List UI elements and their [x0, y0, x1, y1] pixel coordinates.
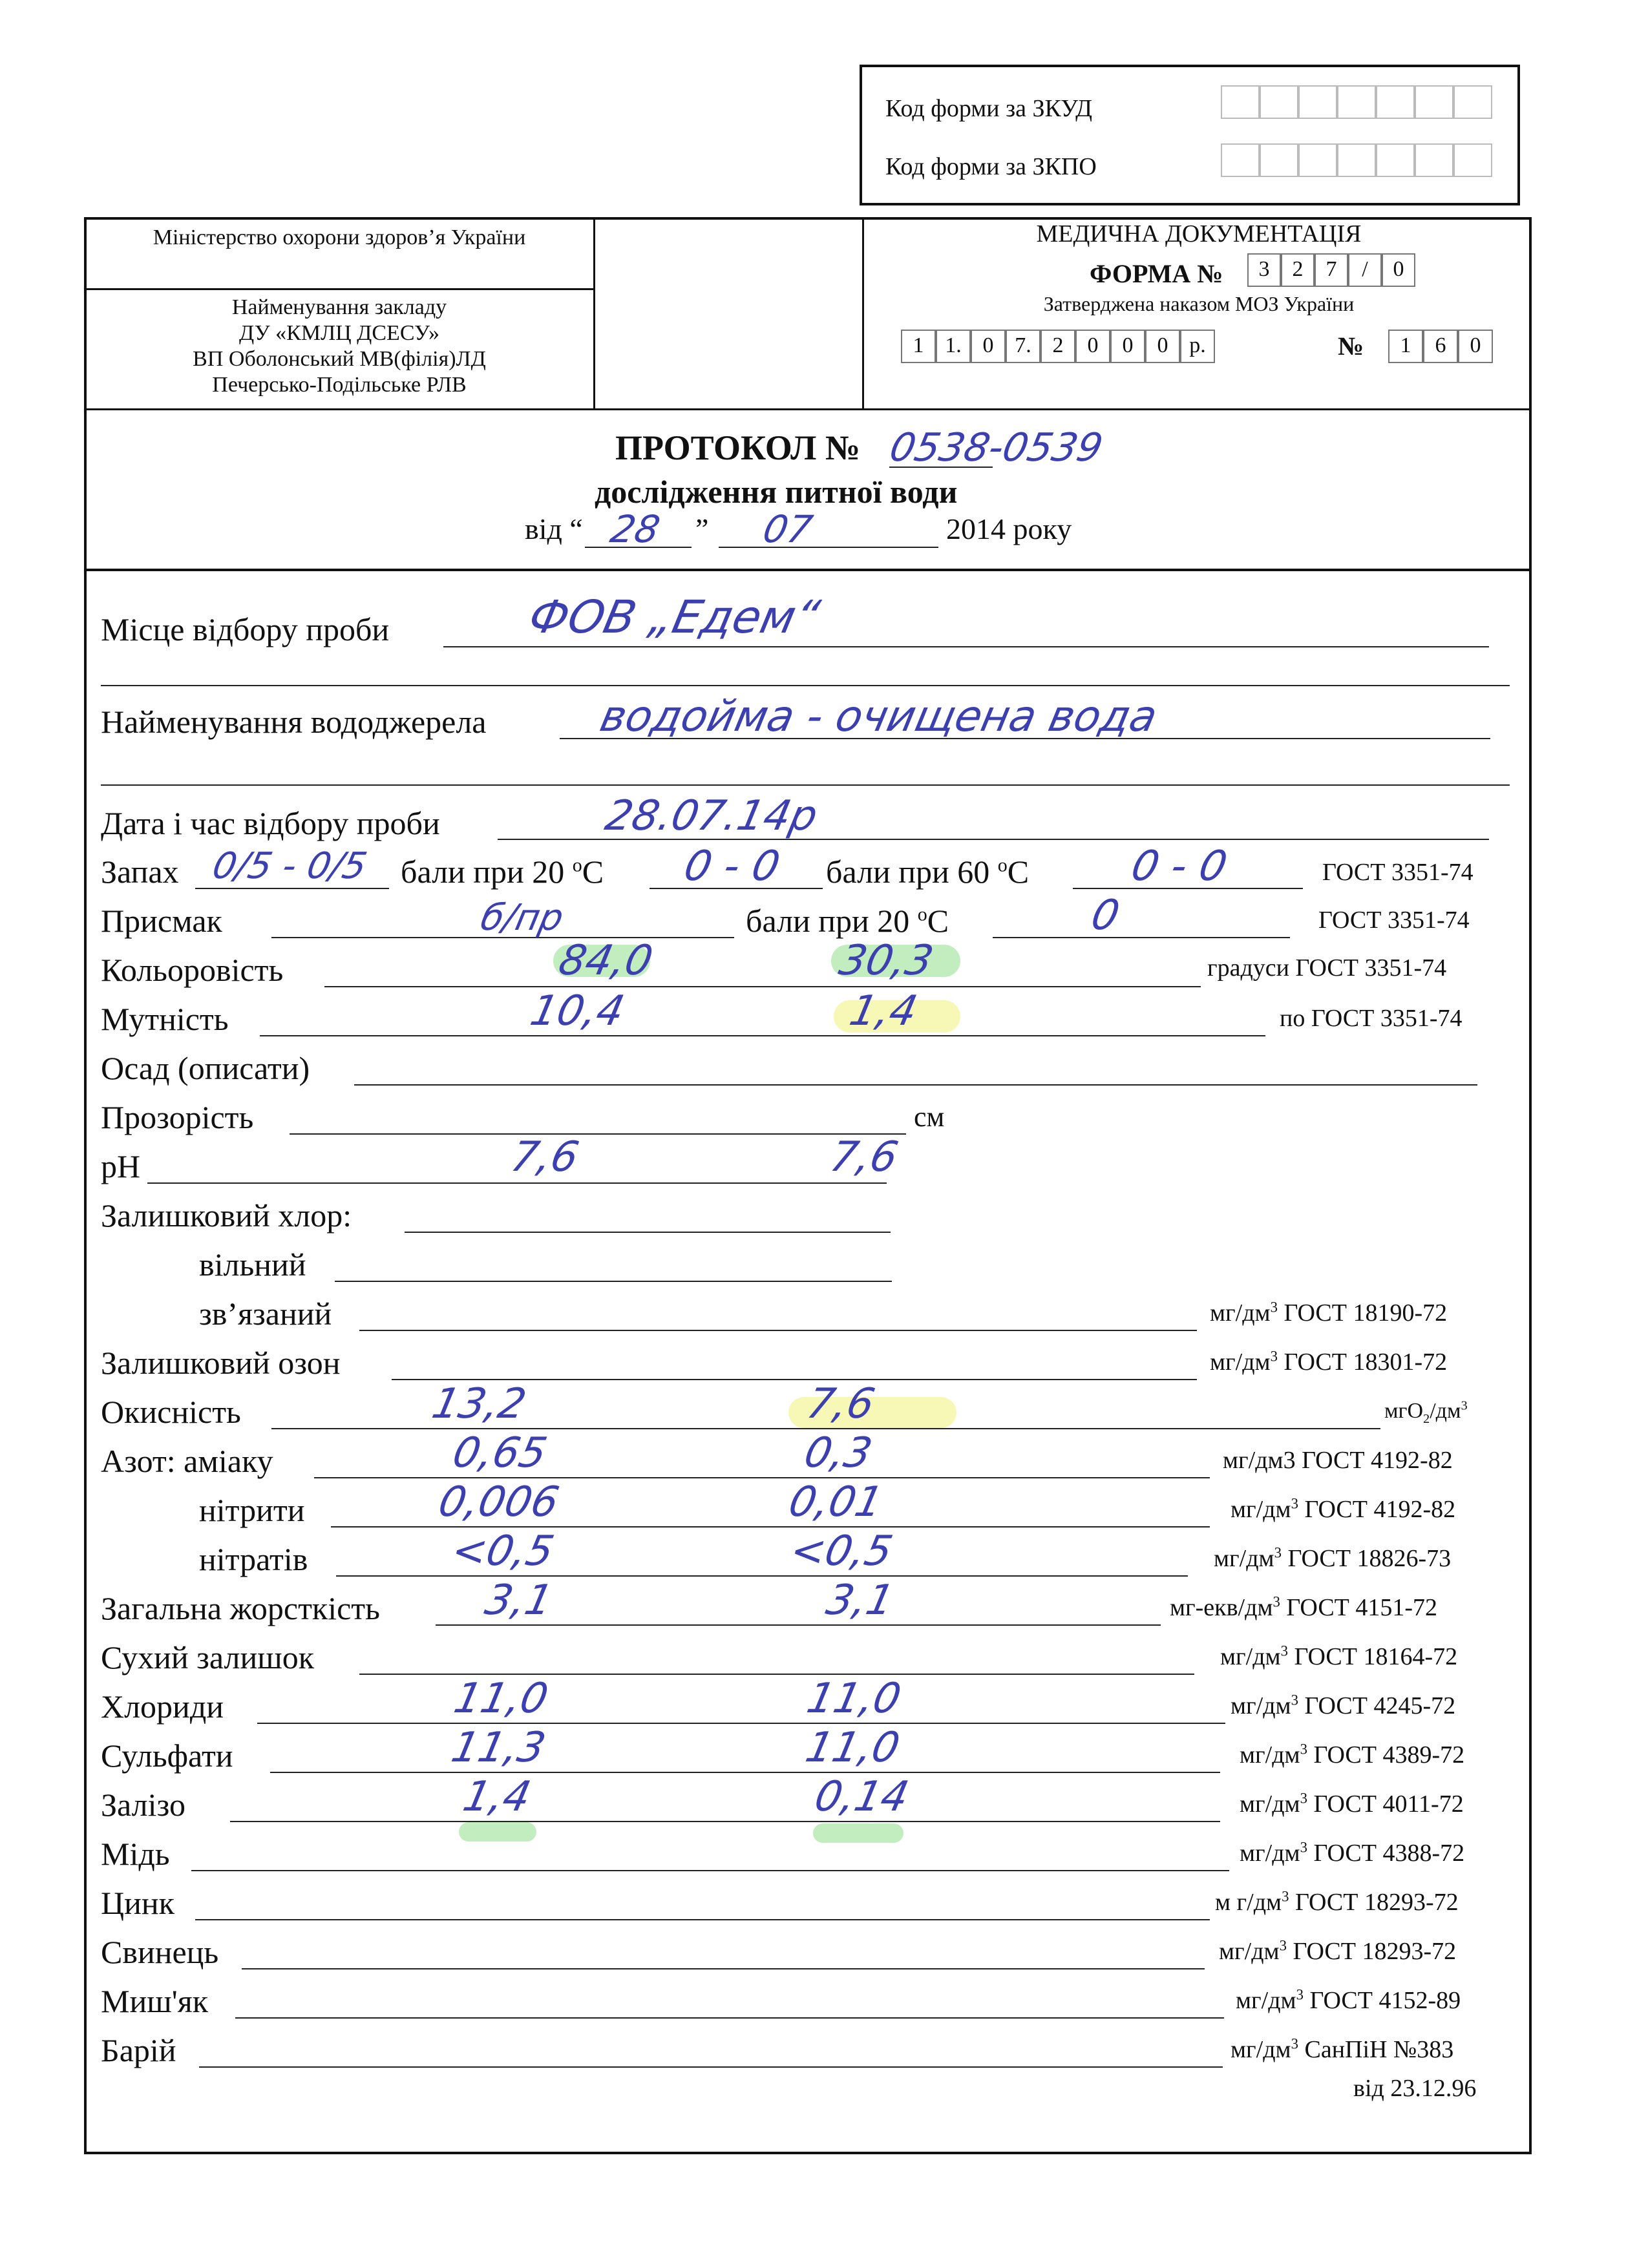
color-value-2: 30,3	[835, 937, 938, 985]
institution-line-1: ДУ «КМЛЦ ДСЕСУ»	[238, 321, 439, 345]
nitrites-gost: ГОСТ 4192-82	[1304, 1496, 1456, 1523]
ozone-unit: $мг/дм^3$ ГОСТ 18301-72	[1210, 1348, 1448, 1376]
nitrates-value-1: <0,5	[447, 1528, 558, 1575]
sulfates-label: Сульфати	[101, 1738, 233, 1774]
header-divider-left	[593, 217, 595, 408]
highlight-iron-1	[459, 1822, 536, 1842]
iron-label: Залізо	[101, 1787, 185, 1823]
source-line-2	[101, 784, 1510, 786]
institution-line-3: Печерсько-Подільське РЛВ	[212, 373, 467, 397]
taste-value: б/пр	[477, 897, 567, 939]
digit-cell: 1.	[936, 330, 971, 363]
taste-gost: ГОСТ 3351-74	[1318, 907, 1470, 934]
header-bottom-line	[84, 408, 1532, 410]
bound-gost: ГОСТ 18190-72	[1284, 1299, 1448, 1327]
zkud-label: Код форми за ЗКУД	[885, 95, 1093, 122]
highlight-iron-2	[813, 1823, 903, 1843]
protocol-subtitle: дослідження питної води	[595, 474, 958, 510]
oxidability-label: Окисність	[101, 1394, 241, 1430]
source-value: водойма - очищена вода	[595, 691, 1162, 741]
zinc-gost: ГОСТ 18293-72	[1294, 1889, 1459, 1916]
sulfates-gost: ГОСТ 4389-72	[1313, 1741, 1465, 1769]
protocol-year: 2014 року	[946, 512, 1072, 545]
copper-gost: ГОСТ 4388-72	[1313, 1840, 1465, 1867]
copper-unit: $мг/дм^3$ ГОСТ 4388-72	[1240, 1839, 1465, 1867]
arsenic-gost: ГОСТ 4152-89	[1309, 1987, 1461, 2014]
chlorides-value-2: 11,0	[803, 1675, 905, 1723]
zkpo-label: Код форми за ЗКПО	[885, 153, 1097, 180]
hardness-label: Загальна жорсткість	[101, 1590, 380, 1626]
datetime-label: Дата і час відбору проби	[101, 805, 440, 841]
zkud-cells	[1221, 85, 1492, 119]
smell-20-text: бали при 20	[401, 854, 565, 890]
digit-cell: 1	[901, 330, 936, 363]
ammonia-value-2: 0,3	[800, 1429, 876, 1477]
sediment-line[interactable]	[354, 1084, 1477, 1086]
bound-chlorine-label: зв’язаний	[199, 1296, 332, 1332]
smell-20-value: 0 - 0	[680, 843, 785, 890]
zinc-label: Цинк	[101, 1885, 174, 1921]
bound-chlorine-unit: $мг/дм^3$ ГОСТ 18190-72	[1210, 1299, 1448, 1327]
oxidability-unit: $мгО_2/дм^3$	[1384, 1398, 1468, 1426]
nitrates-value-2: <0,5	[786, 1528, 897, 1575]
ammonia-unit: мг/дм3 ГОСТ 4192-82	[1223, 1447, 1453, 1474]
oxidability-value-1: 13,2	[428, 1380, 531, 1428]
nitrates-line[interactable]	[336, 1575, 1188, 1577]
taste-20-value: 0	[1087, 892, 1124, 940]
approved-label: Затверджена наказом МОЗ України	[1043, 292, 1355, 315]
order-number-label: №	[1338, 331, 1364, 361]
nitrates-label: нітратів	[199, 1541, 308, 1577]
color-unit: градуси ГОСТ 3351-74	[1207, 954, 1447, 982]
hardness-line[interactable]	[436, 1624, 1161, 1626]
digit-cell: /	[1348, 253, 1382, 287]
transparency-label: Прозорість	[101, 1099, 254, 1135]
color-label: Кольоровість	[101, 952, 284, 988]
iron-line[interactable]	[230, 1821, 1220, 1822]
digit-cell: 0	[1075, 330, 1110, 363]
iron-gost: ГОСТ 4011-72	[1313, 1790, 1464, 1818]
ammonia-value-1: 0,65	[449, 1429, 551, 1477]
dry-residue-unit: $мг/дм^3$ ГОСТ 18164-72	[1220, 1643, 1458, 1670]
sulfates-line[interactable]	[270, 1772, 1220, 1773]
place-value: ФОВ „Едем“	[524, 591, 825, 644]
title-bottom-line	[84, 569, 1532, 571]
digit-cell: 0	[1110, 330, 1145, 363]
color-value-1: 84,0	[555, 937, 657, 985]
digit-cell: 6	[1423, 330, 1458, 363]
header-divider-right	[862, 217, 864, 408]
copper-line[interactable]	[191, 1870, 1229, 1871]
nitrites-value-1: 0,006	[434, 1478, 564, 1526]
forma-label: ФОРМА №	[1090, 259, 1223, 288]
place-label: Місце відбору проби	[101, 611, 390, 647]
day-quote-close: ”	[695, 512, 709, 545]
smell-60-text: бали при 60	[826, 854, 990, 890]
turbidity-value-1: 10,4	[526, 987, 629, 1035]
chlorides-label: Хлориди	[101, 1688, 224, 1725]
sulfates-value-2: 11,0	[801, 1724, 904, 1772]
protocol-day: 28	[606, 507, 664, 551]
transparency-unit: см	[914, 1101, 945, 1133]
nitrites-label: нітрити	[199, 1492, 305, 1528]
barium-gost: СанПіН №383	[1304, 2036, 1454, 2063]
protocol-label: ПРОТОКОЛ №	[615, 428, 861, 467]
nitrites-value-2: 0,01	[785, 1478, 887, 1526]
arsenic-label: Миш'як	[101, 1983, 209, 2019]
arsenic-line[interactable]	[235, 2017, 1224, 2019]
approval-date-cells	[901, 330, 1215, 363]
chlorides-gost: ГОСТ 4245-72	[1304, 1692, 1456, 1719]
sulfates-value-1: 11,3	[447, 1724, 550, 1772]
oxidability-value-2: 7,6	[803, 1380, 879, 1428]
free-chlorine-label: вільний	[199, 1246, 306, 1283]
digit-cell: 2	[1281, 253, 1315, 287]
digit-cell: 0	[971, 330, 1006, 363]
zinc-unit: м $г/дм^3$ ГОСТ 18293-72	[1215, 1888, 1459, 1916]
iron-value-1: 1,4	[459, 1773, 535, 1821]
zkpo-cells	[1221, 143, 1492, 177]
place-line[interactable]	[443, 646, 1489, 647]
ministry-bottom-line	[84, 288, 593, 290]
chlorine-line[interactable]	[405, 1232, 891, 1233]
hardness-value-1: 3,1	[481, 1577, 557, 1624]
med-doc-label: МЕДИЧНА ДОКУМЕНТАЦІЯ	[1036, 220, 1362, 247]
barium-label: Барій	[101, 2032, 176, 2068]
smell-label: Запах	[101, 854, 179, 890]
institution-line-2: ВП Оболонський МВ(філія)ЛД	[193, 347, 486, 371]
taste-label: Присмак	[101, 903, 222, 939]
order-number-cells	[1388, 330, 1493, 363]
ph-value-2: 7,6	[826, 1133, 902, 1181]
smell-60-label: бали при 60 $^o$C	[826, 854, 1030, 890]
turbidity-label: Мутність	[101, 1001, 229, 1037]
ozone-gost: ГОСТ 18301-72	[1284, 1349, 1448, 1376]
digit-cell: 7	[1315, 253, 1348, 287]
ph-line[interactable]	[147, 1182, 887, 1184]
turbidity-value-2: 1,4	[845, 987, 922, 1035]
turbidity-unit: по ГОСТ 3351-74	[1280, 1005, 1463, 1032]
source-label: Найменування вододжерела	[101, 704, 487, 740]
date-prefix: від “	[525, 512, 583, 545]
smell-value: 0/5 - 0/5	[209, 845, 371, 887]
ph-label: pH	[101, 1148, 141, 1184]
nitrates-gost: ГОСТ 18826-73	[1287, 1545, 1452, 1572]
dry-residue-label: Сухий залишок	[101, 1639, 315, 1675]
month-line	[719, 547, 938, 548]
iron-unit: $мг/дм^3$ ГОСТ 4011-72	[1240, 1790, 1464, 1818]
chlorine-label: Залишковий хлор:	[101, 1197, 352, 1234]
dry-residue-gost: ГОСТ 18164-72	[1294, 1643, 1458, 1670]
iron-value-2: 0,14	[810, 1773, 913, 1821]
bound-chlorine-line[interactable]	[359, 1330, 1197, 1331]
color-line[interactable]	[324, 986, 1201, 987]
lead-unit: $мг/дм^3$ ГОСТ 18293-72	[1219, 1937, 1457, 1965]
digit-cell: р.	[1180, 330, 1215, 363]
digit-cell: 7.	[1006, 330, 1041, 363]
transparency-line[interactable]	[290, 1133, 906, 1135]
taste-20-text: бали при 20	[746, 903, 910, 939]
ph-value-1: 7,6	[507, 1133, 583, 1181]
barium-line[interactable]	[199, 2066, 1223, 2068]
protocol-number: 0538-0539	[885, 425, 1107, 470]
zinc-line[interactable]	[195, 1919, 1210, 1920]
sulfates-unit: $мг/дм^3$ ГОСТ 4389-72	[1240, 1741, 1465, 1769]
copper-label: Мідь	[101, 1836, 170, 1872]
hardness-value-2: 3,1	[822, 1577, 898, 1624]
turbidity-line[interactable]	[260, 1035, 1265, 1036]
hardness-unit: $мг-екв/дм^3$ ГОСТ 4151-72	[1170, 1593, 1438, 1621]
lead-label: Свинець	[101, 1934, 219, 1970]
place-line-2	[101, 685, 1510, 686]
ministry-name: Міністерство охорони здоров’я України	[153, 226, 526, 249]
chlorides-line[interactable]	[257, 1723, 1225, 1724]
digit-cell: 3	[1247, 253, 1281, 287]
chlorides-unit: $мг/дм^3$ ГОСТ 4245-72	[1231, 1692, 1456, 1719]
digit-cell: 0	[1145, 330, 1180, 363]
protocol-month: 07	[759, 507, 817, 551]
ozone-label: Залишковий озон	[101, 1345, 341, 1381]
free-chlorine-line[interactable]	[335, 1281, 892, 1282]
forma-number-cells	[1247, 253, 1415, 287]
lead-line[interactable]	[242, 1968, 1205, 1969]
smell-20-label: бали при 20 $^o$C	[401, 854, 604, 890]
smell-60-value: 0 - 0	[1127, 843, 1232, 890]
arsenic-unit: $мг/дм^3$ ГОСТ 4152-89	[1236, 1986, 1461, 2014]
digit-cell: 1	[1388, 330, 1423, 363]
sediment-label: Осад (описати)	[101, 1050, 310, 1086]
barium-date: від 23.12.96	[1353, 2075, 1477, 2102]
nitrites-unit: $мг/дм^3$ ГОСТ 4192-82	[1231, 1495, 1456, 1523]
digit-cell: 0	[1382, 253, 1415, 287]
digit-cell: 0	[1458, 330, 1493, 363]
form-codes-box	[860, 65, 1520, 205]
smell-gost: ГОСТ 3351-74	[1322, 859, 1474, 886]
nitrates-unit: $мг/дм^3$ ГОСТ 18826-73	[1214, 1544, 1452, 1572]
barium-unit: $мг/дм^3$ СанПіН №383	[1231, 2035, 1454, 2063]
digit-cell: 2	[1041, 330, 1075, 363]
institution-title: Найменування закладу	[231, 295, 447, 319]
chlorides-value-1: 11,0	[450, 1675, 553, 1723]
taste-20-label: бали при 20 $^o$C	[746, 903, 949, 939]
ammonia-label: Азот: аміаку	[101, 1443, 273, 1479]
taste-20-line[interactable]	[993, 937, 1290, 938]
datetime-value: 28.07.14р	[601, 792, 822, 840]
lead-gost: ГОСТ 18293-72	[1293, 1938, 1457, 1965]
hardness-gost: ГОСТ 4151-72	[1286, 1594, 1438, 1621]
